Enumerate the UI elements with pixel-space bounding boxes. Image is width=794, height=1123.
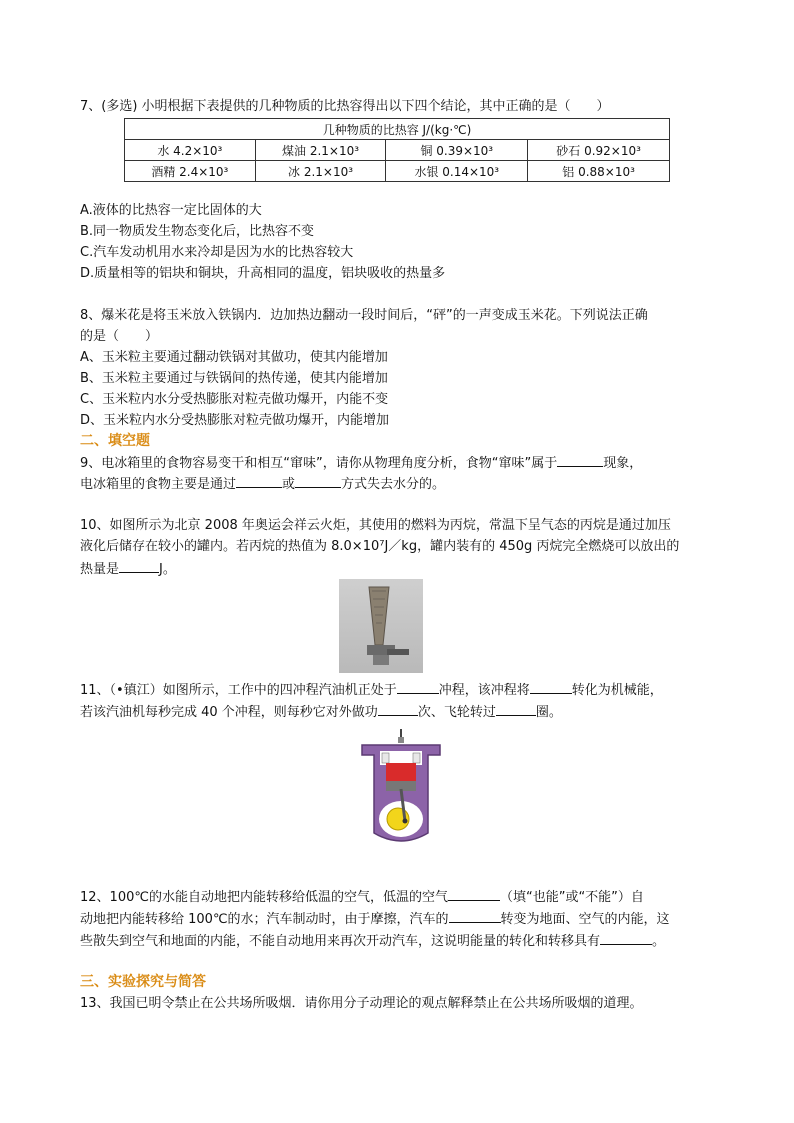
q9-text: 现象， [603, 456, 643, 471]
q10-line3 [80, 558, 176, 580]
q10-text: 热量是 [80, 562, 120, 577]
q8-option-c: C、玉米粒内水分受热膨胀对粒壳做功爆开，内能不变 [80, 392, 389, 407]
q7-stem: 7、(多选) 小明根据下表提供的几种物质的比热容得出以下四个结论，其中正确的是（ ） [80, 99, 610, 114]
table-cell: 水银 0.14×10³ [386, 161, 528, 182]
q7-option-d: D.质量相等的铝块和铜块，升高相同的温度，铝块吸收的热量多 [80, 266, 446, 281]
q7-option-c: C.汽车发动机用水来冷却是因为水的比热容较大 [80, 245, 354, 260]
q9-text: 电冰箱里的食物主要是通过 [80, 477, 237, 492]
answer-blank [236, 473, 282, 488]
q12-text: 转变为地面、空气的内能，这 [500, 912, 670, 927]
q9-text: 或 [282, 477, 296, 492]
q12-line1 [80, 886, 644, 908]
q8-option-a: A、玉米粒主要通过翻动铁锅对其做功，使其内能增加 [80, 350, 388, 365]
q13-stem: 13、我国已明令禁止在公共场所吸烟．请你用分子动理论的观点解释禁止在公共场所吸烟的道理。 [80, 996, 643, 1011]
q8-option-d: D、玉米粒内水分受热膨胀对粒壳做功爆开，内能增加 [80, 413, 390, 428]
q12-text: 些散失到空气和地面的内能，不能自动地用来再次开动汽车，这说明能量的转化和转移具有 [80, 934, 601, 949]
q12-text: （填“也能”或“不能”）自 [499, 890, 644, 905]
q9-line2 [80, 473, 445, 495]
q12-text: 12、100℃的水能自动地把内能转移给低温的空气，低温的空气 [80, 890, 448, 905]
answer-blank [378, 701, 418, 716]
table-cell: 酒精 2.4×10³ [125, 161, 256, 182]
answer-blank [600, 930, 652, 945]
answer-blank [295, 473, 341, 488]
q10-text: J。 [159, 562, 176, 577]
table-cell: 水 4.2×10³ [125, 140, 256, 161]
table-cell: 冰 2.1×10³ [255, 161, 386, 182]
q9-text: 方式失去水分的。 [341, 477, 446, 492]
table-row [125, 140, 670, 161]
q9-text: 9、电冰箱里的食物容易变干和相互“窜味”，请你从物理角度分析，食物“窜味”属于 [80, 456, 558, 471]
q7-option-a: A.液体的比热容一定比固体的大 [80, 203, 262, 218]
table-title: 几种物质的比热容 J/(kg·℃) [125, 119, 670, 140]
q11-text: 冲程，该冲程将 [438, 683, 530, 698]
answer-blank [119, 558, 159, 573]
answer-blank [449, 908, 501, 923]
q8-stem-line1: 8、爆米花是将玉米放入铁锅内．边加热边翻动一段时间后，“砰”的一声变成玉米花。下列说法正确 [80, 308, 648, 323]
q11-line1 [80, 679, 663, 701]
table-cell: 铜 0.39×10³ [386, 140, 528, 161]
q11-text: 11、（•镇江）如图所示，工作中的四冲程汽油机正处于 [80, 683, 397, 698]
torch-icon [339, 579, 423, 673]
q8-stem-line2: 的是（ ） [80, 329, 159, 344]
q11-line2 [80, 701, 562, 723]
answer-blank [496, 701, 536, 716]
table-cell: 砂石 0.92×10³ [528, 140, 670, 161]
q8-option-b: B、玉米粒主要通过与铁锅间的热传递，使其内能增加 [80, 371, 388, 386]
q10-line2: 液化后储存在较小的罐内。若丙烷的热值为 8.0×10⁷J／kg，罐内装有的 450g 丙烷完全燃烧可以放出的 [80, 539, 680, 554]
q12-text: 。 [652, 934, 666, 949]
q7-option-b: B.同一物质发生物态变化后，比热容不变 [80, 224, 315, 239]
q11-text: 转化为机械能， [571, 683, 663, 698]
answer-blank [557, 452, 603, 467]
q11-text: 圈。 [535, 705, 562, 720]
q12-line3 [80, 930, 665, 952]
answer-blank [530, 679, 572, 694]
section-heading-fill-in: 二、填空题 [80, 433, 150, 449]
engine-diagram-icon [358, 729, 444, 845]
q10-line1: 10、如图所示为北京 2008 年奥运会祥云火炬，其使用的燃料为丙烷，常温下呈气态的丙烷是通过加压 [80, 518, 671, 533]
q12-line2 [80, 908, 670, 930]
answer-blank [397, 679, 439, 694]
q11-text: 次、飞轮转过 [417, 705, 496, 720]
olympic-torch-image [339, 579, 423, 673]
section-heading-experiment: 三、实验探究与简答 [80, 974, 206, 990]
q9-line1 [80, 452, 642, 474]
q12-text: 动地把内能转移给 100℃的水；汽车制动时，由于摩擦，汽车的 [80, 912, 449, 927]
q11-text: 若该汽油机每秒完成 40 个冲程，则每秒它对外做功 [80, 705, 378, 720]
table-cell: 铝 0.88×10³ [528, 161, 670, 182]
table-row [125, 161, 670, 182]
table-cell: 煤油 2.1×10³ [255, 140, 386, 161]
answer-blank [448, 886, 500, 901]
specific-heat-table [124, 118, 670, 182]
